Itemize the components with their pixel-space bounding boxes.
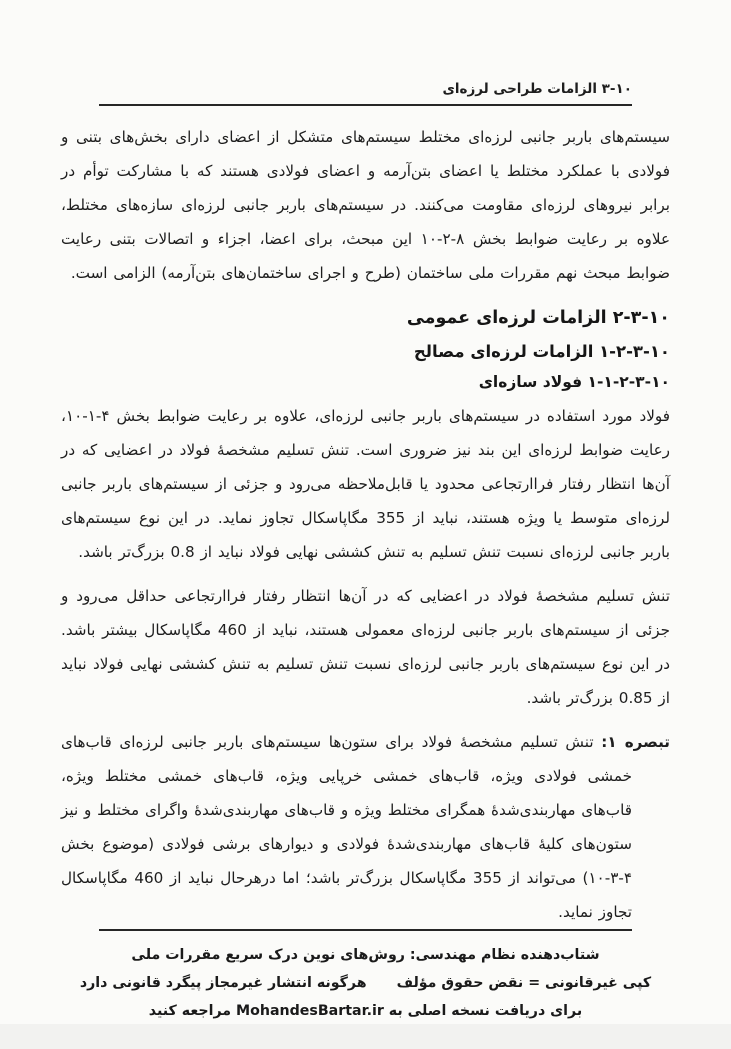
paragraph-steel-yield-355: فولاد مورد استفاده در سیستم‌های باربر جانبی لرزه‌ای، علاوه بر رعایت ضوابط بخش ۴-۱-۱۰، رعایت ضوابط لرزه‌ای این بند نیز ضروری است. تنش تسلیم مشخصهٔ فولاد در اعضایی که در آن‌ها انتظار رفتار فراارتجاعی محدود یا قابل‌ملاحظه می‌رود و جزئی از سیستم‌های باربر جانبی لرزه‌ای متوسط یا ویژه هستند، نباید از 355 مگاپاسکال تجاوز نماید. در این نوع سیستم‌های باربر جانبی لرزه‌ای نسبت تنش تسلیم به تنش کششی نهایی فولاد نباید از 0.8 بزرگ‌تر باشد. xyxy=(61,407,670,561)
footer-website-line: برای دریافت نسخه اصلی به MohandesBartar.ir مراجعه کنید xyxy=(148,1003,583,1019)
note-1-text: تنش تسلیم مشخصهٔ فولاد برای ستون‌ها سیستم‌های باربر جانبی لرزه‌ای قاب‌های خمشی فولادی ویژه، قاب‌های خمشی خرپایی ویژه، قاب‌های خمشی مختلط ویژه، قاب‌های مهاربندی‌شدهٔ همگرای مختلط ویژه و قاب‌های مهاربندی‌شدهٔ واگرای مختلط و نیز ستون‌های کلیهٔ قاب‌های مهاربندی‌شدهٔ فولادی و دیوارهای برشی فولادی (موضوع بخش ۴-۳-۱۰) می‌تواند از 355 مگاپاسکال بزرگ‌تر باشد؛ اما درهرحال نباید از 460 مگاپاسکال تجاوز نماید. xyxy=(61,733,633,921)
footer-text-block xyxy=(61,931,670,1025)
footer-copyright-left: هرگونه انتشار غیرمجاز پیگرد قانونی دارد xyxy=(79,975,367,991)
note-1 xyxy=(61,725,670,929)
paragraph-composite-systems: سیستم‌های باربر جانبی لرزه‌ای مختلط سیستم‌های متشکل از اعضای دارای بخش‌های بتنی و فولادی با عملکرد مختلط یا اعضای بتن‌آرمه و اعضای فولادی هستند که با مشارکت توأم در برابر نیروهای لرزه‌ای مقاومت می‌کنند. در سیستم‌های باربر جانبی لرزه‌ای سازه‌های مختلط، علاوه بر رعایت ضوابط بخش ۸-۲-۱۰ این مبحث، برای اعضا، اجزاء و اتصالات بتنی رعایت ضوابط مبحث نهم مقررات ملی ساختمان (طرح و اجرای ساختمان‌های بتن‌آرمه) الزامی است. xyxy=(61,128,671,282)
heading-material-seismic-requirements: ۱-۲-۳-۱۰ الزامات لرزه‌ای مصالح xyxy=(413,342,670,361)
paragraph-steel-yield-460: تنش تسلیم مشخصهٔ فولاد در اعضایی که در آن‌ها انتظار رفتار فراارتجاعی حداقل می‌رود و جزئی از سیستم‌های باربر جانبی لرزه‌ای معمولی هستند، نباید از 460 مگاپاسکال بیشتر باشد. در این نوع سیستم‌های باربر جانبی لرزه‌ای نسبت تنش تسلیم به تنش کششی نهایی فولاد نباید از 0.85 بزرگ‌تر باشد. xyxy=(61,587,671,707)
footer-copyright-right: کپی غیرقانونی = نقض حقوق مؤلف xyxy=(396,975,652,991)
page-footer xyxy=(61,929,670,1049)
footer-slogan: شتاب‌دهنده نظام مهندسی: روش‌های نوین درک سریع مقررات ملی xyxy=(131,947,600,963)
page-header xyxy=(99,78,632,106)
heading-structural-steel: ۱-۱-۲-۳-۱۰ فولاد سازه‌ای xyxy=(478,373,670,391)
document-body xyxy=(61,106,670,929)
note-1-label: تبصره ۱: xyxy=(601,733,670,751)
footer-copyright-line xyxy=(61,969,670,997)
page-header-title: ۳-۱۰ الزامات طراحی لرزه‌ای xyxy=(442,81,632,97)
heading-general-seismic-requirements: ۲-۳-۱۰ الزامات لرزه‌ای عمومی xyxy=(406,308,670,328)
